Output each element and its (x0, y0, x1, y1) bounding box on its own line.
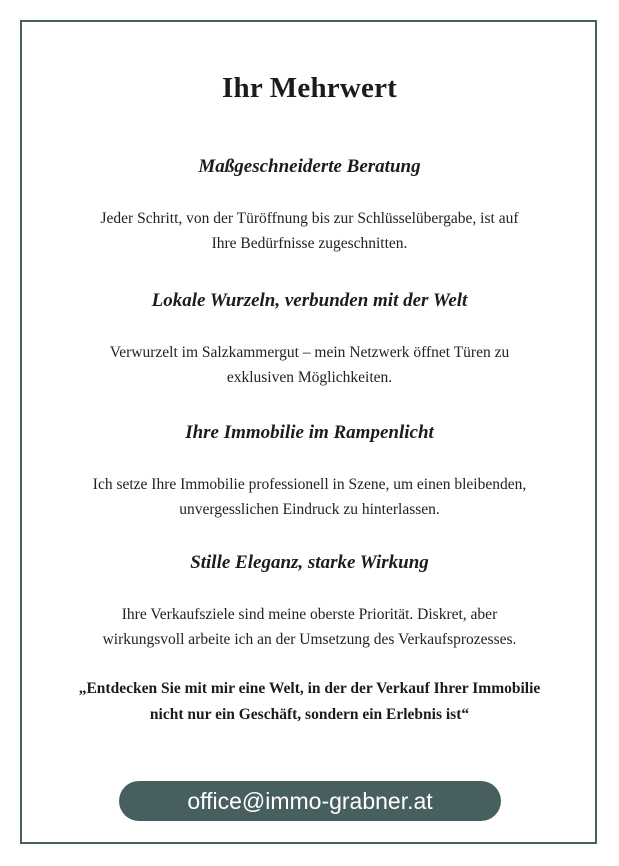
email-button[interactable]: office@immo-grabner.at (119, 781, 501, 821)
quote-line: nicht nur ein Geschäft, sondern ein Erlebnis ist“ (149, 706, 470, 723)
section-heading: Ihre Immobilie im Rampenlicht (185, 422, 434, 443)
page-title: Ihr Mehrwert (222, 72, 397, 104)
section-heading: Maßgeschneiderte Beratung (198, 156, 421, 177)
section-text-line: exklusiven Möglichkeiten. (226, 369, 393, 386)
quote-line: „Entdecken Sie mit mir eine Welt, in der der Verkauf Ihrer Immobilie (78, 680, 541, 697)
section-text-line: Jeder Schritt, von der Türöffnung bis zur Schlüsselübergabe, ist auf (100, 210, 519, 227)
section-heading: Lokale Wurzeln, verbunden mit der Welt (151, 290, 468, 311)
section-text-line: Ich setze Ihre Immobilie professionell in Szene, um einen bleibenden, (92, 476, 527, 493)
section-text-line: Verwurzelt im Salzkammergut – mein Netzwerk öffnet Türen zu (109, 344, 510, 361)
section-local-roots (40, 289, 579, 390)
section-text-line: Ihre Bedürfnisse zugeschnitten. (211, 235, 408, 252)
section-tailored-advice (40, 155, 579, 256)
section-heading: Stille Eleganz, starke Wirkung (190, 552, 429, 573)
closing-quote (40, 676, 579, 728)
section-text-line: unvergesslichen Eindruck zu hinterlassen. (179, 501, 440, 518)
section-text-line: wirkungsvoll arbeite ich an der Umsetzung des Verkaufsprozesses. (102, 631, 517, 648)
section-quiet-elegance (40, 551, 579, 652)
section-spotlight (40, 421, 579, 522)
section-text-line: Ihre Verkaufsziele sind meine oberste Priorität. Diskret, aber (121, 606, 498, 623)
